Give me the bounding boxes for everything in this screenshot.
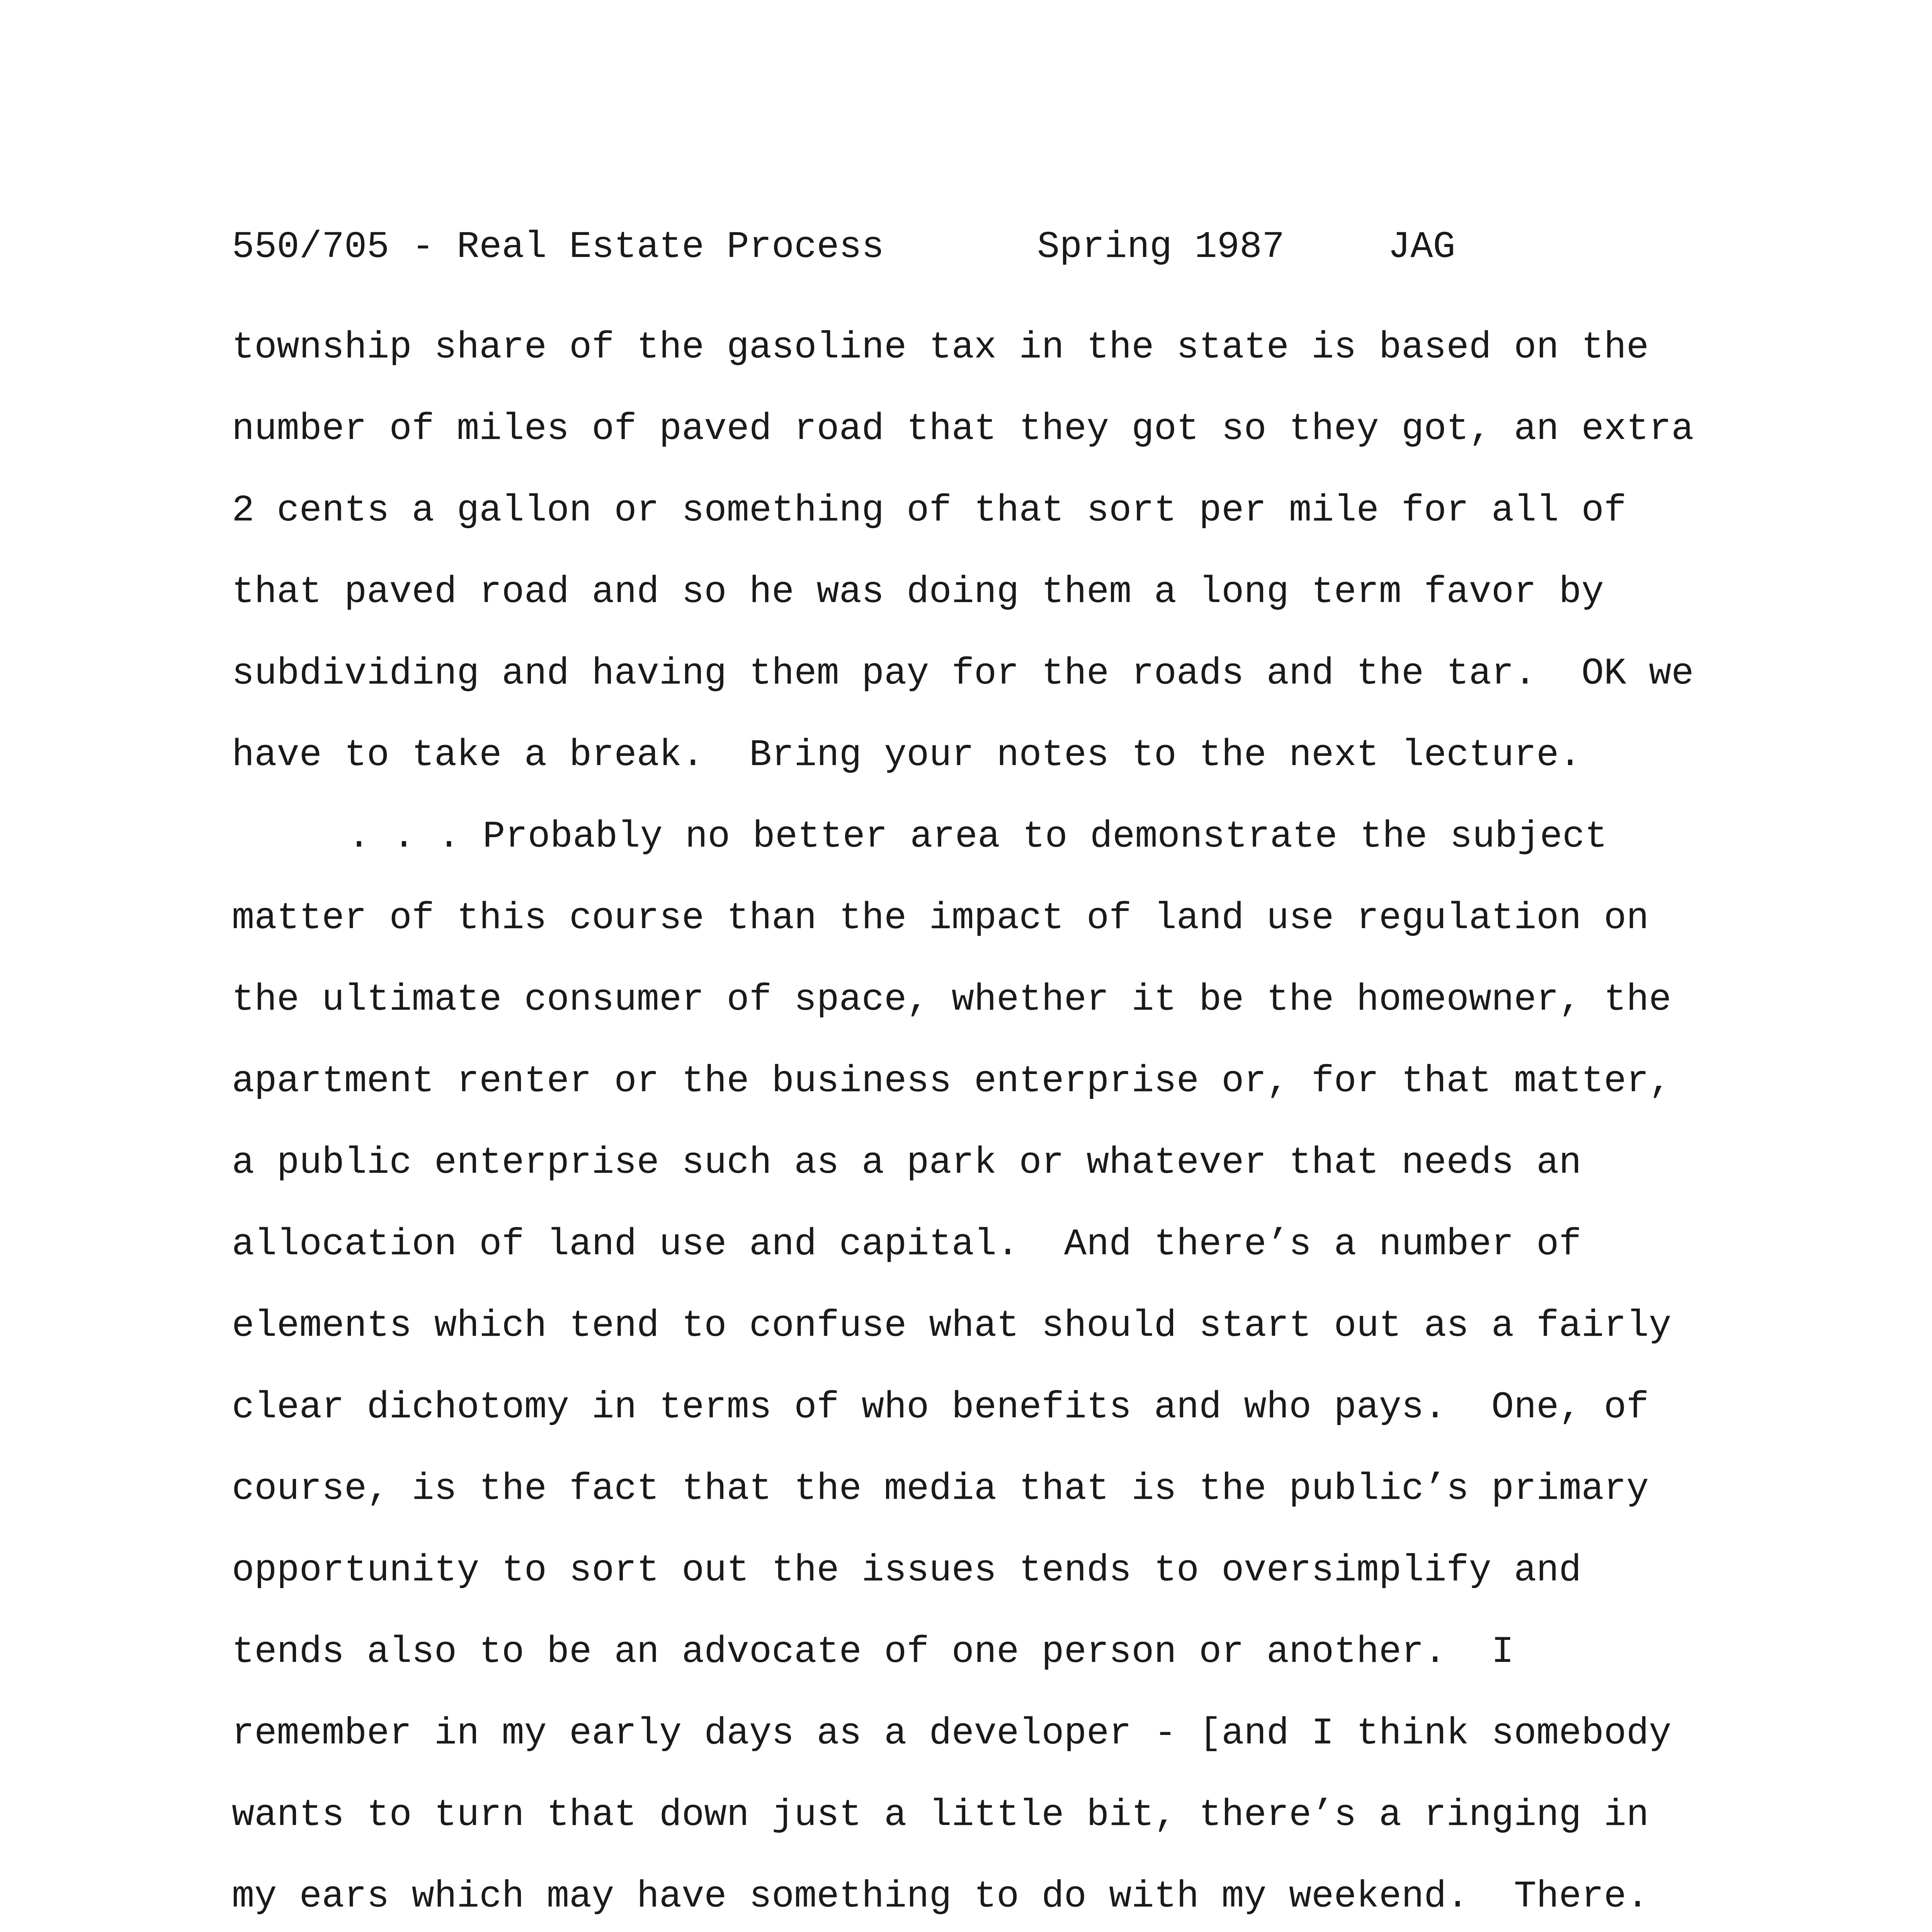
text-line: opportunity to sort out the issues tends to oversimplify and: [232, 1549, 1582, 1592]
text-line: have to take a break. Bring your notes to the next lecture.: [232, 734, 1582, 777]
text-line: 2 cents a gallon or something of that sort per mile for all of: [232, 490, 1626, 532]
text-line: that paved road and so he was doing them a long term favor by: [232, 571, 1604, 614]
text-line: matter of this course than the impact of land use regulation on: [232, 897, 1649, 940]
text-line: elements which tend to confuse what should start out as a fairly: [232, 1305, 1672, 1347]
header-course: 550/705 - Real Estate Process: [232, 226, 884, 269]
text-line: wants to turn that down just a little bit, there’s a ringing in: [232, 1794, 1649, 1837]
text-line: clear dichotomy in terms of who benefits and who pays. One, of: [232, 1386, 1649, 1429]
text-line-paragraph-start: . . . Probably no better area to demonstrate the subject: [348, 816, 1607, 858]
text-line: township share of the gasoline tax in the state is based on the: [232, 327, 1649, 369]
text-line: apartment renter or the business enterprise or, for that matter,: [232, 1060, 1672, 1103]
text-line: number of miles of paved road that they got so they got, an extra: [232, 408, 1694, 451]
text-line: the ultimate consumer of space, whether it be the homeowner, the: [232, 979, 1672, 1021]
text-line: tends also to be an advocate of one person or another. I: [232, 1631, 1514, 1673]
page-header: [232, 226, 1456, 269]
header-initials: JAG: [1388, 226, 1456, 269]
text-line: subdividing and having them pay for the roads and the tar. OK we: [232, 653, 1694, 695]
text-line: course, is the fact that the media that is the public’s primary: [232, 1468, 1649, 1510]
header-term: Spring 1987: [1037, 226, 1285, 269]
transcript-body: [232, 307, 1758, 1932]
text-line: a public enterprise such as a park or whatever that needs an: [232, 1142, 1582, 1184]
text-line: my ears which may have something to do with my weekend. There.: [232, 1876, 1649, 1918]
text-line: remember in my early days as a developer - [and I think somebody: [232, 1713, 1672, 1755]
text-line: allocation of land use and capital. And there’s a number of: [232, 1223, 1582, 1266]
